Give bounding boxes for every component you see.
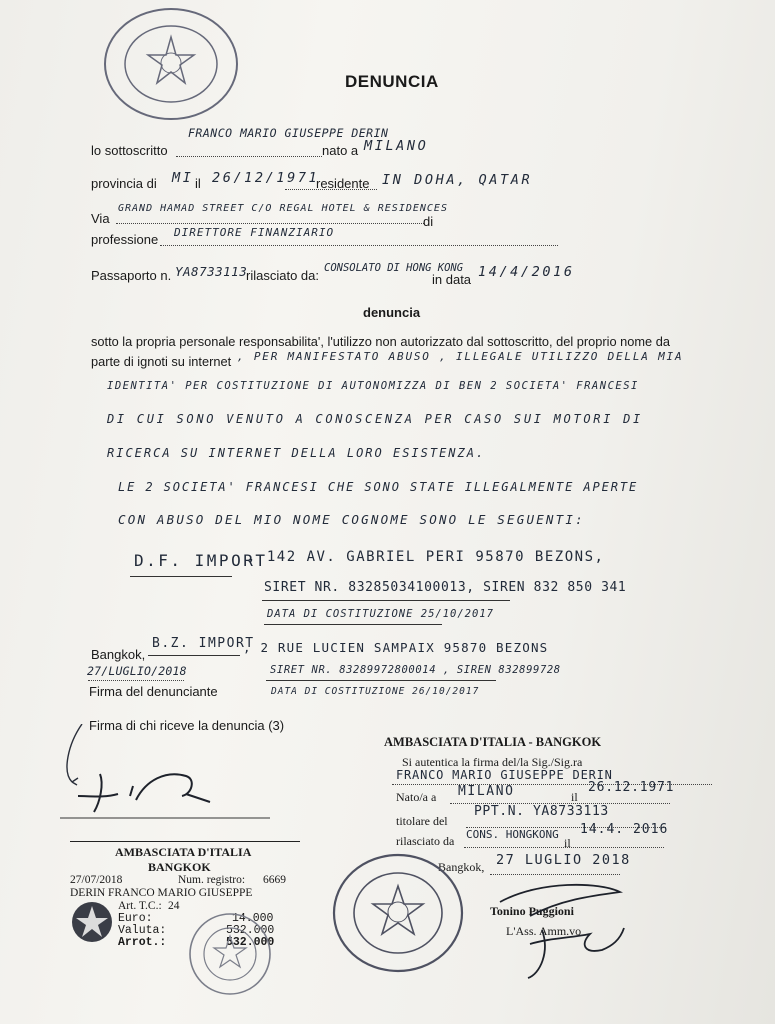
provincia-value: MI — [172, 170, 194, 186]
auth-name: FRANCO MARIO GIUSEPPE DERIN — [396, 768, 613, 782]
denuncia-subtitle: denuncia — [363, 305, 421, 320]
birth-date-value: 26/12/1971 — [212, 170, 320, 186]
data-label: in data — [432, 272, 472, 287]
profession-value: DIRETTORE FINANZIARIO — [174, 226, 335, 239]
auth-line1: Si autentica la firma del/la Sig./Sig.ra — [402, 755, 583, 769]
place-date-value: 27/LUGLIO/2018 — [87, 664, 187, 678]
firma-ricevente-label: Firma di chi riceve la denuncia (3) — [89, 718, 285, 733]
receipt-registro: 6669 — [263, 874, 286, 886]
via-value: GRAND HAMAD STREET C/O REGAL HOTEL & RESIDENCES — [118, 203, 448, 214]
auth-date: 27 LUGLIO 2018 — [496, 852, 631, 868]
page-title: DENUNCIA — [345, 72, 439, 91]
italy-emblem-icon — [70, 898, 114, 951]
company2-date: DATA DI COSTITUZIONE 26/10/2017 — [271, 686, 480, 697]
receipt-arrot-label: Arrot.: — [118, 936, 167, 949]
receipt-valuta-label: Valuta: — [118, 924, 167, 937]
provincia-label: provincia di — [91, 176, 157, 191]
receipt-valuta: 532.000 — [226, 924, 275, 937]
auth-bangkok-label: Bangkok, — [438, 860, 485, 874]
receipt-art-label: Art. T.C.: — [118, 900, 162, 912]
company1-name: D.F. IMPORT — [134, 551, 268, 570]
hand-line-3: DI CUI SONO VENUTO A CONOSCENZA PER CASO SUI MOTORI DI — [107, 412, 643, 426]
hand-line-6: CON ABUSO DEL MIO NOME COGNOME SONO LE SEGUENTI: — [118, 512, 585, 527]
officer-signature — [470, 882, 650, 982]
auth-nato-date: 26.12.1971 — [588, 780, 675, 795]
receipt-euro-label: Euro: — [118, 912, 153, 925]
firma-denunciante-label: Firma del denunciante — [89, 684, 218, 699]
receipt-registro-label: Num. registro: — [178, 874, 246, 886]
issue-date-value: 14/4/2016 — [478, 264, 575, 280]
auth-rilasciato-label: rilasciato da — [396, 834, 455, 848]
rilasciato-label: rilasciato da: — [246, 268, 319, 283]
company1-address: , 142 AV. GABRIEL PERI 95870 BEZONS, — [247, 549, 605, 565]
birthplace-value: MILANO — [364, 138, 429, 154]
statement-line2: parte di ignoti su internet — [91, 354, 232, 369]
company1-date: DATA DI COSTITUZIONE 25/10/2017 — [267, 608, 494, 620]
residente-label: residente — [316, 176, 370, 191]
statement-line1: sotto la propria personale responsabilita', l'utilizzo non autorizzato dal sottoscritto, del proprio nome da — [91, 334, 670, 349]
receipt-arrot: 532.000 — [226, 936, 275, 949]
professione-label: professione — [91, 232, 159, 247]
auth-heading: AMBASCIATA D'ITALIA - BANGKOK — [384, 735, 602, 749]
hand-line-1: , PER MANIFESTATO ABUSO , ILLEGALE UTILIZZO DELLA MIA — [237, 350, 684, 363]
receipt-heading-rule — [70, 841, 300, 842]
receipt-euro: 14.000 — [232, 912, 274, 925]
residence-value: IN DOHA, QATAR — [382, 172, 533, 188]
receipt-heading2: BANGKOK — [148, 860, 211, 874]
auth-nato-place: MILANO — [458, 784, 515, 799]
embassy-stamp-bottom — [323, 848, 473, 978]
receipt-heading1: AMBASCIATA D'ITALIA — [115, 845, 252, 859]
place-label: Bangkok, — [91, 647, 146, 662]
hand-line-5: LE 2 SOCIETA' FRANCESI CHE SONO STATE ILLEGALMENTE APERTE — [118, 480, 639, 494]
issued-by-value: CONSOLATO DI HONG KONG — [324, 262, 464, 274]
officer-name: Tonino Puggioni — [490, 904, 574, 918]
company1-siret: SIRET NR. 83285034100013, SIREN 832 850 341 — [264, 580, 627, 595]
receipt-date: 27/07/2018 — [70, 874, 123, 886]
receipt-name: DERIN FRANCO MARIO GIUSEPPE — [70, 887, 253, 899]
auth-document: PPT.N. YA8733113 — [474, 804, 609, 819]
il-label: il — [195, 176, 201, 191]
hand-line-4: RICERCA SU INTERNET DELLA LORO ESISTENZA. — [107, 446, 486, 460]
sottoscritto-label: lo sottoscritto — [91, 143, 168, 158]
passport-value: YA8733113 — [175, 264, 248, 279]
company2-siret: SIRET NR. 83289972800014 , SIREN 832899728 — [270, 664, 561, 676]
auth-il-label: il — [571, 790, 578, 804]
via-label: Via — [91, 211, 110, 226]
auth-issued-date: 14.4. 2016 — [580, 822, 669, 837]
company2-name: B.Z. IMPORT — [152, 636, 255, 651]
company2-address: , 2 RUE LUCIEN SAMPAIX 95870 BEZONS — [243, 640, 549, 655]
nato-label: nato a — [322, 143, 359, 158]
embassy-stamp-small — [186, 910, 274, 998]
hand-line-2: IDENTITA' PER COSTITUZIONE DI AUTONOMIZZA DI BEN 2 SOCIETA' FRANCESI — [107, 380, 639, 392]
auth-issued-by: CONS. HONGKONG — [466, 828, 559, 841]
embassy-stamp-top — [96, 5, 246, 123]
auth-nato-label: Nato/a a — [396, 790, 437, 804]
receiver-signature — [60, 724, 280, 824]
via-di-label: di — [423, 214, 434, 229]
auth-il2-label: il — [564, 836, 571, 850]
passaporto-label: Passaporto n. — [91, 268, 172, 283]
auth-titolare-label: titolare del — [396, 814, 448, 828]
officer-title: L'Ass. Amm.vo — [506, 924, 582, 938]
name-value: FRANCO MARIO GIUSEPPE DERIN — [188, 126, 389, 140]
receipt-art: 24 — [168, 900, 180, 912]
